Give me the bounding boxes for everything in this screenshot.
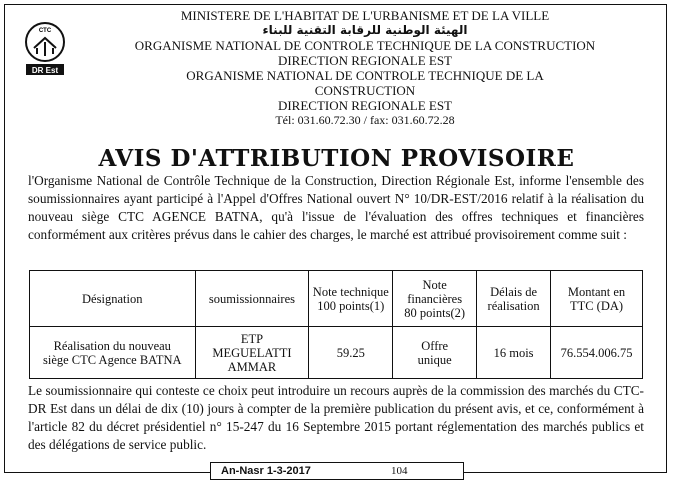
arabic-org-line: الهيئة الوطنية للرقابة التقنية للبناء (262, 23, 468, 37)
col-delais: Délais de réalisation (477, 271, 551, 327)
tel-fax-line: Tél: 031.60.72.30 / fax: 031.60.72.28 (275, 113, 455, 127)
col-soumissionnaires: soumissionnaires (195, 271, 309, 327)
publication-name: An-Nasr 1-3-2017 (221, 465, 311, 477)
award-table (29, 270, 643, 379)
logo-text-bottom: DR Est (31, 66, 59, 75)
direction-line-2: DIRECTION REGIONALE EST (277, 98, 453, 113)
notice-header (90, 8, 640, 128)
col-designation: Désignation (30, 271, 196, 327)
publication-footer (210, 462, 464, 480)
cell-note-financiere: Offre unique (393, 327, 477, 379)
organisme-line-2b: CONSTRUCTION (314, 83, 416, 98)
cell-montant: 76.554.006.75 (551, 327, 643, 379)
page-number: 104 (391, 465, 408, 477)
col-note-technique: Note technique 100 points(1) (309, 271, 393, 327)
col-montant: Montant en TTC (DA) (551, 271, 643, 327)
ctc-logo (20, 18, 70, 78)
direction-line-1: DIRECTION REGIONALE EST (277, 53, 453, 68)
intro-paragraph: l'Organisme National de Contrôle Technique de la Construction, Direction Régionale Est, informe l'ensemble des soumissionnaires ayant participé à l'Appel d'Offres National ouvert N° 10/DR-EST/2016 relatif à la réalisation du nouveau siège CTC AGENCE BATNA, qu'à l'issue de l'évaluation des offres techniques et financières conformément aux critères prévus dans le cahier des charges, le marché est attribué provisoirement comme suit : (28, 173, 644, 242)
page-title: AVIS D'ATTRIBUTION PROVISOIRE (98, 145, 575, 172)
closing-paragraph: Le soumissionnaire qui conteste ce choix peut introduire un recours auprès de la commission des marchés du CTC-DR Est dans un délai de dix (10) jours à compter de la première publication du présent avis, et ce, conformément à l'article 82 du décret présidentiel n° 15-247 du 16 Septembre 2015 portant réglementation des marchés publics et des délégations de service public. (28, 383, 644, 452)
col-note-financiere: Note financières 80 points(2) (393, 271, 477, 327)
ministry-line: MINISTERE DE L'HABITAT DE L'URBANISME ET DE LA VILLE (180, 8, 550, 23)
cell-designation: Réalisation du nouveau siège CTC Agence BATNA (30, 327, 196, 379)
cell-delais: 16 mois (477, 327, 551, 379)
table-header-row (30, 271, 643, 327)
table-row (30, 327, 643, 379)
cell-soumissionnaire: ETP MEGUELATTI AMMAR (195, 327, 309, 379)
organisme-line-1: ORGANISME NATIONAL DE CONTROLE TECHNIQUE DE LA CONSTRUCTION (134, 38, 596, 53)
logo-text-top: CTC (38, 28, 52, 34)
cell-note-technique: 59.25 (309, 327, 393, 379)
organisme-line-2a: ORGANISME NATIONAL DE CONTROLE TECHNIQUE DE LA (186, 68, 544, 83)
